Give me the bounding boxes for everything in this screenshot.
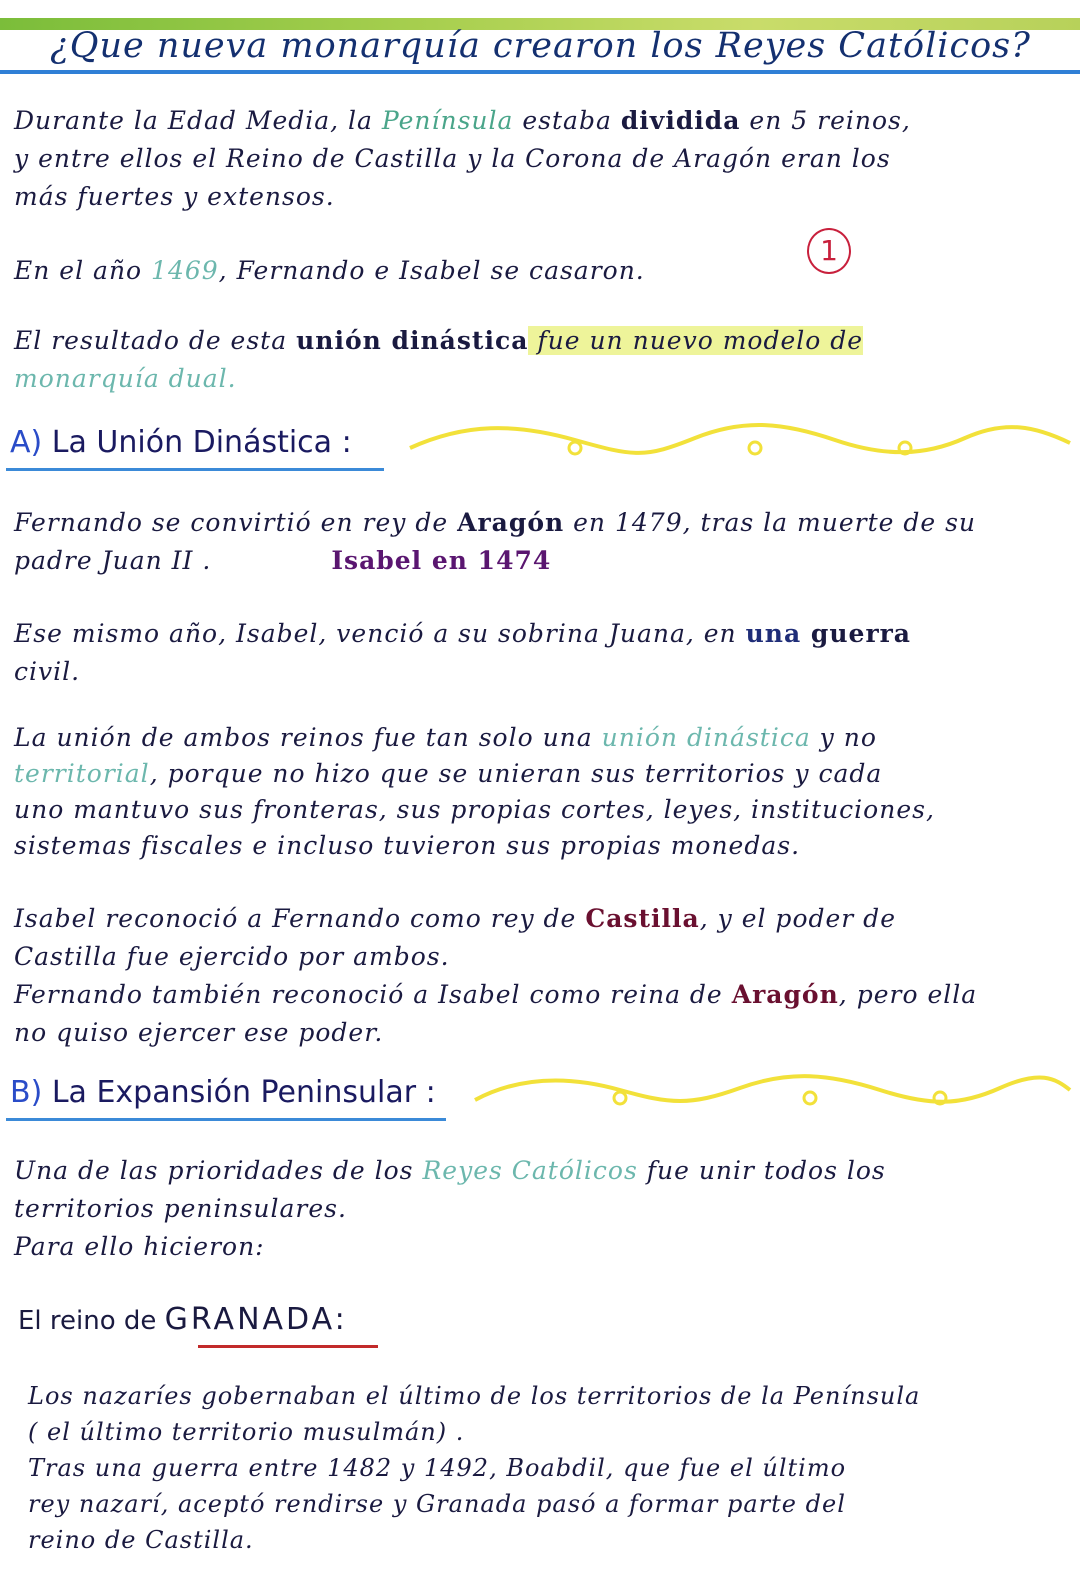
intro-text: estaba xyxy=(513,106,621,135)
section-a-letter: A) xyxy=(10,425,43,460)
result-line-1 xyxy=(14,322,1054,360)
sb-p2-line-5: reino de Castilla. xyxy=(28,1526,254,1554)
intro-line-1 xyxy=(14,102,1054,140)
section-b-para-1 xyxy=(14,1152,1054,1266)
section-a-para-1 xyxy=(14,504,1054,580)
dynastic-union-term: unión dinástica xyxy=(601,723,811,752)
aragon-term: Aragón xyxy=(731,980,839,1009)
section-a-para-3 xyxy=(14,720,1054,864)
sb-p1-line-3: Para ello hicieron: xyxy=(14,1232,265,1261)
sa-p1-line-1 xyxy=(14,504,1054,542)
sa-text: , y el poder de xyxy=(699,904,896,933)
sa-p2-line-1 xyxy=(14,615,1054,653)
marriage-text: En el año xyxy=(14,256,152,285)
granada-term: GRANADA: xyxy=(164,1302,348,1337)
sa-p3-line-4: sistemas fiscales e incluso tuvieron sus propias monedas. xyxy=(14,831,801,860)
sa-text: Isabel reconoció a Fernando como rey de xyxy=(14,904,586,933)
dynastic-union-term: unión dinástica xyxy=(296,326,529,355)
sb-p2-line-2: ( el último territorio musulmán) . xyxy=(28,1418,465,1446)
sa-text: La unión de ambos reinos fue tan solo una xyxy=(14,723,602,752)
sa-text: Fernando también reconoció a Isabel como reina de xyxy=(14,980,732,1009)
intro-text: Durante la Edad Media, la xyxy=(14,106,382,135)
page-number-circle: 1 xyxy=(807,228,851,274)
sa-p2-line-2: civil. xyxy=(14,657,81,686)
section-b-title: La Expansión Peninsular : xyxy=(51,1075,436,1110)
section-b-heading xyxy=(10,1075,436,1110)
dividida-term: dividida xyxy=(620,106,741,135)
section-a-underline xyxy=(6,468,384,471)
sa-text: , pero ella xyxy=(838,980,978,1009)
title-underline xyxy=(0,70,1080,74)
intro-line-2: y entre ellos el Reino de Castilla y la Corona de Aragón eran los xyxy=(14,144,891,173)
aragon-term: Aragón xyxy=(457,508,565,537)
peninsula-term: Península xyxy=(381,106,514,135)
intro-paragraph xyxy=(14,102,1054,216)
guerra-term: guerra xyxy=(801,619,911,648)
granada-underline xyxy=(198,1345,378,1348)
granada-subheading xyxy=(18,1302,348,1337)
section-a-wave-decoration xyxy=(405,418,1075,468)
section-b-letter: B) xyxy=(10,1075,43,1110)
section-b-underline xyxy=(6,1118,446,1121)
sa-text: Ese mismo año, Isabel, venció a su sobrina Juana, en xyxy=(14,619,746,648)
section-a-heading xyxy=(10,425,352,460)
marriage-text: , Fernando e Isabel se casaron. xyxy=(218,256,645,285)
reyes-catolicos-term: Reyes Católicos xyxy=(422,1156,638,1185)
castilla-term: Castilla xyxy=(585,904,700,933)
intro-line-3: más fuertes y extensos. xyxy=(14,182,335,211)
sb-p2-line-3: Tras una guerra entre 1482 y 1492, Boabdil, que fue el último xyxy=(28,1454,847,1482)
sa-p4-line-4: no quiso ejercer ese poder. xyxy=(14,1018,384,1047)
sa-p4-line-2: Castilla fue ejercido por ambos. xyxy=(14,942,450,971)
section-a-para-4 xyxy=(14,900,1054,1052)
result-highlight: fue un nuevo modelo de xyxy=(528,326,864,355)
isabel-1474-note: Isabel en 1474 xyxy=(331,546,552,575)
sb-p1-line-1 xyxy=(14,1152,1054,1190)
sa-p3-line-2 xyxy=(14,756,1054,792)
una-term: una xyxy=(745,619,802,648)
section-a-para-2 xyxy=(14,615,1054,691)
result-paragraph xyxy=(14,322,1054,398)
territorial-term: territorial xyxy=(14,759,150,788)
section-b-wave-decoration xyxy=(470,1068,1075,1118)
result-line-2: monarquía dual. xyxy=(14,364,237,393)
sa-text: y no xyxy=(810,723,877,752)
sb-text: Una de las prioridades de los xyxy=(14,1156,423,1185)
sa-p4-line-3 xyxy=(14,976,1054,1014)
sa-p3-line-3: uno mantuvo sus fronteras, sus propias cortes, leyes, instituciones, xyxy=(14,795,935,824)
sa-text: padre Juan II . xyxy=(14,546,212,575)
sb-p2-line-1: Los nazaríes gobernaban el último de los territorios de la Península xyxy=(28,1382,921,1410)
sb-p1-line-2: territorios peninsulares. xyxy=(14,1194,347,1223)
sa-text: , porque no hizo que se unieran sus territorios y cada xyxy=(149,759,883,788)
sb-p2-line-4: rey nazarí, aceptó rendirse y Granada pasó a formar parte del xyxy=(28,1490,846,1518)
page-title: ¿Que nueva monarquía crearon los Reyes Católicos? xyxy=(50,26,1031,66)
sa-p1-line-2 xyxy=(14,542,1054,580)
section-b-para-2 xyxy=(28,1378,1068,1558)
sa-text: Fernando se convirtió en rey de xyxy=(14,508,458,537)
sa-text: en 1479, tras la muerte de su xyxy=(564,508,977,537)
sa-p4-line-1 xyxy=(14,900,1054,938)
section-a-title: La Unión Dinástica : xyxy=(51,425,352,460)
result-text: El resultado de esta xyxy=(14,326,297,355)
sb-text: fue unir todos los xyxy=(637,1156,886,1185)
sa-p3-line-1 xyxy=(14,720,1054,756)
intro-text: en 5 reinos, xyxy=(740,106,911,135)
marriage-line xyxy=(14,252,1054,290)
subhead-text: El reino de xyxy=(18,1306,165,1336)
marriage-year: 1469 xyxy=(151,256,219,285)
